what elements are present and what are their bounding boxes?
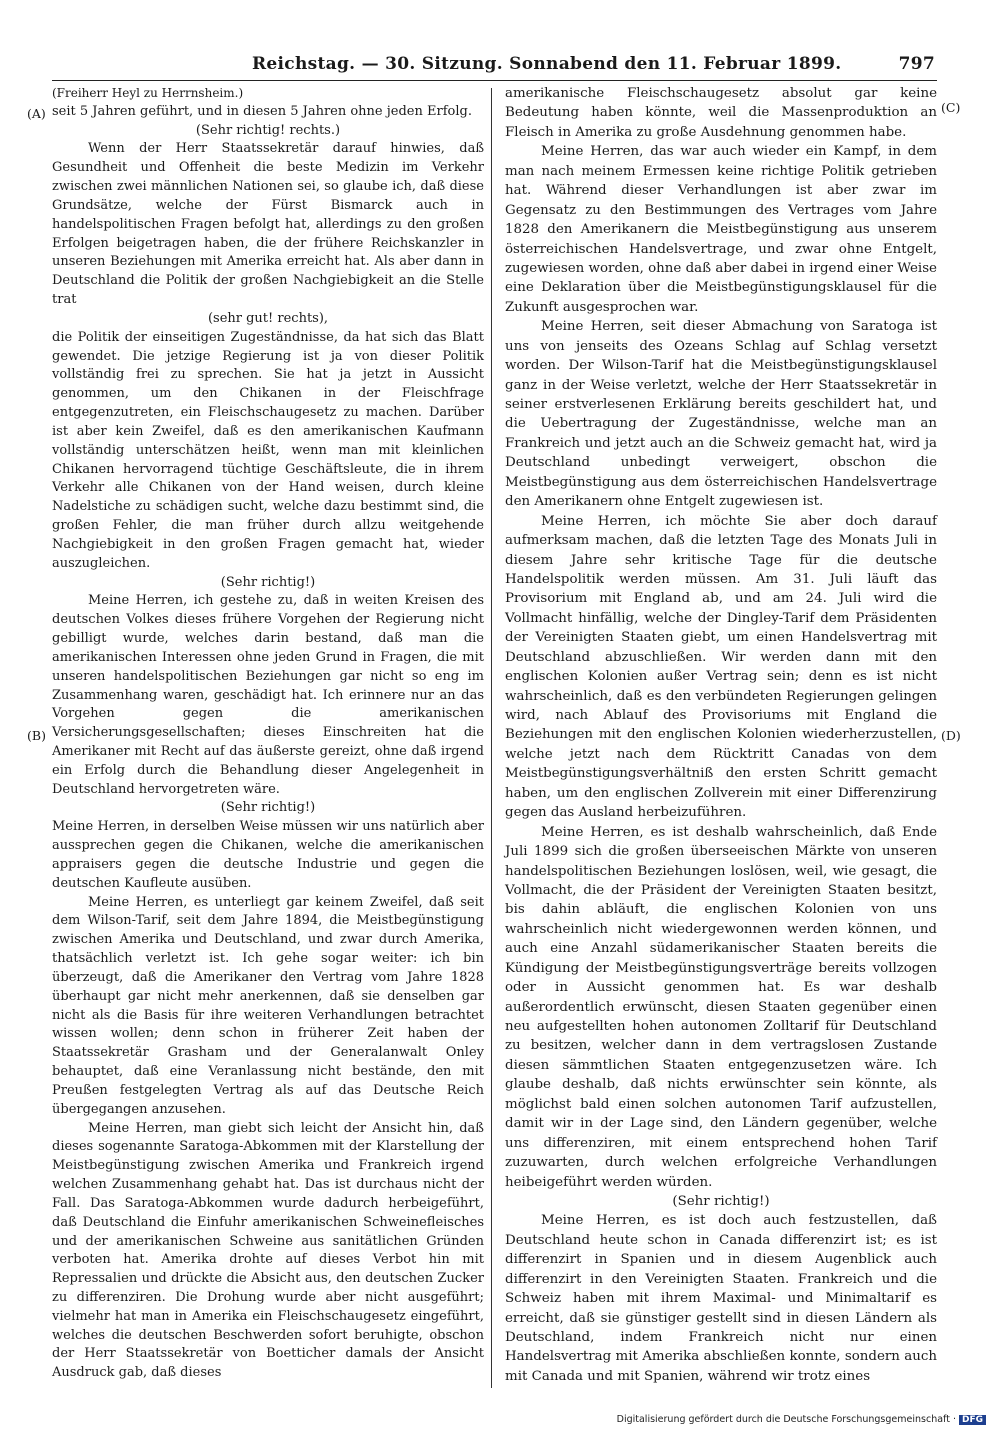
paragraph: Wenn der Herr Staatssekretär darauf hinwies, daß Gesundheit und Offenheit die beste Medizin im Verkehr zwischen zwei männlichen Nationen sei, so glaube ich, daß diese Grundsätze, welche der Fürst Bismarck auch in handelspolitischen Fragen befolgt hat, allerdings zu den großen Erfolgen beigetragen haben, die der frühere Reichskanzler in unseren Beziehungen mit Amerika erreicht hat. Als aber dann in Deutschland die Politik der großen Nachgiebigkeit an die Stelle trat — [52, 141, 484, 308]
speaker-label: (Freiherr Heyl zu Herrnsheim.) — [52, 86, 244, 100]
running-title: Reichstag. — 30. Sitzung. Sonnabend den 11. Februar 1899. — [252, 54, 842, 74]
page-number: 797 — [898, 54, 935, 74]
funding-footer — [617, 1414, 986, 1425]
interjection: (Sehr richtig!) — [672, 1193, 770, 1209]
paragraph: seit 5 Jahren geführt, und in diesen 5 Jahren ohne jeden Erfolg. — [52, 103, 472, 119]
paragraph: die Politik der einseitigen Zugeständnisse, da hat sich das Blatt gewendet. Die jetzige Regierung ist ja von dieser Politik vollständig frei zu sprechen. Sie hat ja jetzt in Aussicht genommen, um den Chikanen in der Fleischfrage entgegenzutreten, ein Fleischschaugesetz zu machen. Darüber ist aber kein Zweifel, daß es den amerikanischen Kaufmann vollständig unterschätzen heißt, wenn man mit kleinlichen Chikanen hervorragend tüchtige Geschäftsleute, die in ihrem Verkehr alle Chikanen von der Hand weisen, durch kleine Nadelstiche zu schädigen sucht, welche dazu bestimmt sind, die großen Fehler, die man früher durch allzu weitgehende Nachgiebigkeit in den großen Fragen gemacht hat, wieder auszugleichen. — [52, 329, 484, 571]
interjection: (Sehr richtig!) — [220, 574, 316, 590]
paragraph: Meine Herren, man giebt sich leicht der Ansicht hin, daß dieses sogenannte Saratoga-Abkommen mit der Klarstellung der Meistbegünstigung zwischen Amerika und Frankreich irgend welchen Zusammenhang gehabt hat. Das ist durchaus nicht der Fall. Das Saratoga-Abkommen wurde dadurch herbeigeführt, daß Deutschland die Einfuhr amerikanischen Schweinefleisches und der amerikanischen Schweine aus sanitätlichen Gründen verboten hat. Amerika drohte auf dieses Verbot hin mit Repressalien und drückte die Absicht aus, den deutschen Zucker zu differenziren. Die Drohung wurde aber nicht ausgeführt; vielmehr hat man in Amerika ein Fleischschaugesetz eingeführt, welches die deutschen Beschwerden sofort beruhigte, obschon der Herr Staatssekretär von Boetticher damals der Ansicht Ausdruck gab, daß dieses — [52, 1120, 484, 1381]
paragraph: Meine Herren, in derselben Weise müssen wir uns natürlich aber aussprechen gegen die Chikanen, welche die amerikanischen appraisers gegen die deutsche Industrie und gegen die deutschen Kaufleute ausüben. — [52, 819, 484, 891]
paragraph: Meine Herren, es unterliegt gar keinem Zweifel, daß seit dem Wilson-Tarif, seit dem Jahre 1894, die Meistbegünstigung zwischen Amerika und Deutschland, und zwar durch Amerika, thatsächlich verletzt ist. Ich gehe sogar weiter: ich bin überzeugt, daß die Amerikaner den Vertrag vom Jahre 1828 überhaupt gar nicht mehr anerkennen, daß sie denselben gar nicht als die Basis für ihre weiteren Verhandlungen betrachtet wissen wollen; denn schon in früherer Zeit haben der Staatssekretär Grasham und der Generalanwalt Onley behauptet, daß eine Veranlassung nicht bestände, den mit Preußen festgelegten Vertrag als auf das Deutsche Reich übergegangen anzusehen. — [52, 894, 484, 1117]
footer-text: Digitalisierung gefördert durch die Deutsche Forschungsgemeinschaft · — [616, 1414, 956, 1425]
margin-label-b: (B) — [27, 728, 46, 743]
right-column — [505, 84, 937, 1386]
margin-label-c: (C) — [941, 100, 961, 115]
paragraph: Meine Herren, ich möchte Sie aber doch darauf aufmerksam machen, daß die letzten Tage des Monats Juli in diesem Jahre sehr kritische Tage für die deutsche Handelspolitik werden müssen. Am 31. Juli läuft das Provisorium mit England ab, und am 24. Juli wird die Vollmacht hinfällig, welche der Dingley-Tarif dem Präsidenten der Vereinigten Staaten giebt, um einen Handelsvertrag mit Deutschland abzuschließen. Wir werden dann mit den englischen Kolonien außer Vertrag sein; denn es ist nicht wahrscheinlich, daß es den verbündeten Regierungen gelingen wird, nach Ablauf des Provisoriums mit England die Beziehungen mit den englischen Kolonien wiederherzustellen, welche jetzt nach dem Rücktritt Canadas von dem Meistbegünstigungsverhältniß den ersten Schritt gemacht haben, um den englischen Zollverein mit einer Differenzirung gegen das Ausland herbeizuführen. — [505, 513, 937, 821]
running-header — [52, 52, 937, 81]
margin-label-d: (D) — [941, 728, 961, 743]
paragraph: Meine Herren, seit dieser Abmachung von Saratoga ist uns von jenseits des Ozeans Schlag auf Schlag versetzt worden. Der Wilson-Tarif hat die Meistbegünstigungsklausel ganz in der Weise verletzt, welche der Herr Staatssekretär in seiner erstverlesenen Erklärung bereits geschildert hat, und die Uebertragung der Zugeständnisse, welche man an Frankreich und jetzt auch an die Schweiz gemacht hat, wird ja Deutschland unbedingt verweigert, obschon die Meistbegünstigung aus dem österreichischen Handelsvertrage den Amerikanern ohne Entgelt zugewiesen ist. — [505, 319, 937, 510]
paragraph: amerikanische Fleischschaugesetz absolut gar keine Bedeutung haben könnte, weil die Massenproduktion an Fleisch in Amerika zu große Ausdehnung genommen habe. — [505, 86, 937, 140]
interjection: (Sehr richtig! rechts.) — [195, 122, 341, 138]
left-column — [52, 84, 484, 1383]
column-divider — [491, 88, 492, 1388]
interjection: (sehr gut! rechts), — [207, 310, 329, 326]
paragraph: Meine Herren, das war auch wieder ein Kampf, in dem man nach meinem Ermessen keine richtige Politik getrieben hat. Während dieser Verhandlungen ist aber zwar im Gegensatz zu den Bestimmungen des Vertrages vom Jahre 1828 den Amerikanern die Meistbegünstigung aus unserem österreichischen Handelsvertrage, und zwar ohne Entgelt, zugewiesen worden, ohne daß aber dabei in irgend einer Weise eine Deklaration über die Meistbegünstigungsklausel für die Zukunft ausgesprochen war. — [505, 144, 937, 315]
dfg-logo: DFG — [959, 1415, 986, 1425]
paragraph: Meine Herren, es ist doch auch festzustellen, daß Deutschland heute schon in Canada differenzirt ist; es ist differenzirt in Spanien und in diesem Augenblick auch differenzirt in den Vereinigten Staaten. Frankreich und die Schweiz haben mit ihrem Maximal- und Minimaltarif es erreicht, daß sie günstiger gestellt sind in diesen Ländern als Deutschland, indem Frankreich nicht nur einen Handelsvertrag mit Amerika abschließen konnte, sondern auch mit Canada und mit Spanien, während wir trotz eines — [505, 1213, 937, 1384]
paragraph: Meine Herren, ich gestehe zu, daß in weiten Kreisen des deutschen Volkes dieses frühere Vorgehen der Regierung nicht gebilligt wurde, welches darin bestand, daß man die amerikanischen Interessen ohne jeden Grund in Fragen, die mit unseren handelspolitischen Beziehungen gar nicht so eng im Zusammenhang waren, geschädigt hat. Ich erinnere nur an das Vorgehen gegen die amerikanischen Versicherungsgesellschaften; dieses Einschreiten hat die Amerikaner mit Recht auf das äußerste gereizt, ohne daß irgend ein Erfolg durch die Behandlung dieser Angelegenheit in Deutschland hervorgetreten wäre. — [52, 593, 484, 797]
margin-label-a: (A) — [27, 106, 46, 121]
paragraph: Meine Herren, es ist deshalb wahrscheinlich, daß Ende Juli 1899 sich die großen überseeischen Märkte von unseren handelspolitischen Beziehungen loslösen, weil, wie gesagt, die Vollmacht, die der Präsident der Vereinigten Staaten besitzt, bis dahin abläuft, die englischen Kolonien von uns wahrscheinlich nicht wiedergewonnen werden können, und auch eine Anzahl südamerikanischer Staaten bereits die Kündigung der Meistbegünstigungsverträge bereits vollzogen oder in Aussicht genommen hat. Es war deshalb außerordentlich erwünscht, diesen Staaten gegenüber einen neu aufgestellten hohen autonomen Zolltarif für Deutschland zu besitzen, welcher dann in dem vertragslosen Zustande diesen sämmtlichen Staaten entgegenzusetzen wäre. Ich glaube deshalb, daß nichts erwünschter sein könnte, als möglichst bald einen solchen autonomen Tarif aufzustellen, damit wir in der Lage sind, den Ländern gegenüber, welche uns differenziren, mit einem entsprechend hohen Tarif zuzuwarten, durch welchen erfolgreiche Verhandlungen heibeigeführt werden würden. — [505, 824, 937, 1190]
interjection: (Sehr richtig!) — [220, 800, 316, 816]
